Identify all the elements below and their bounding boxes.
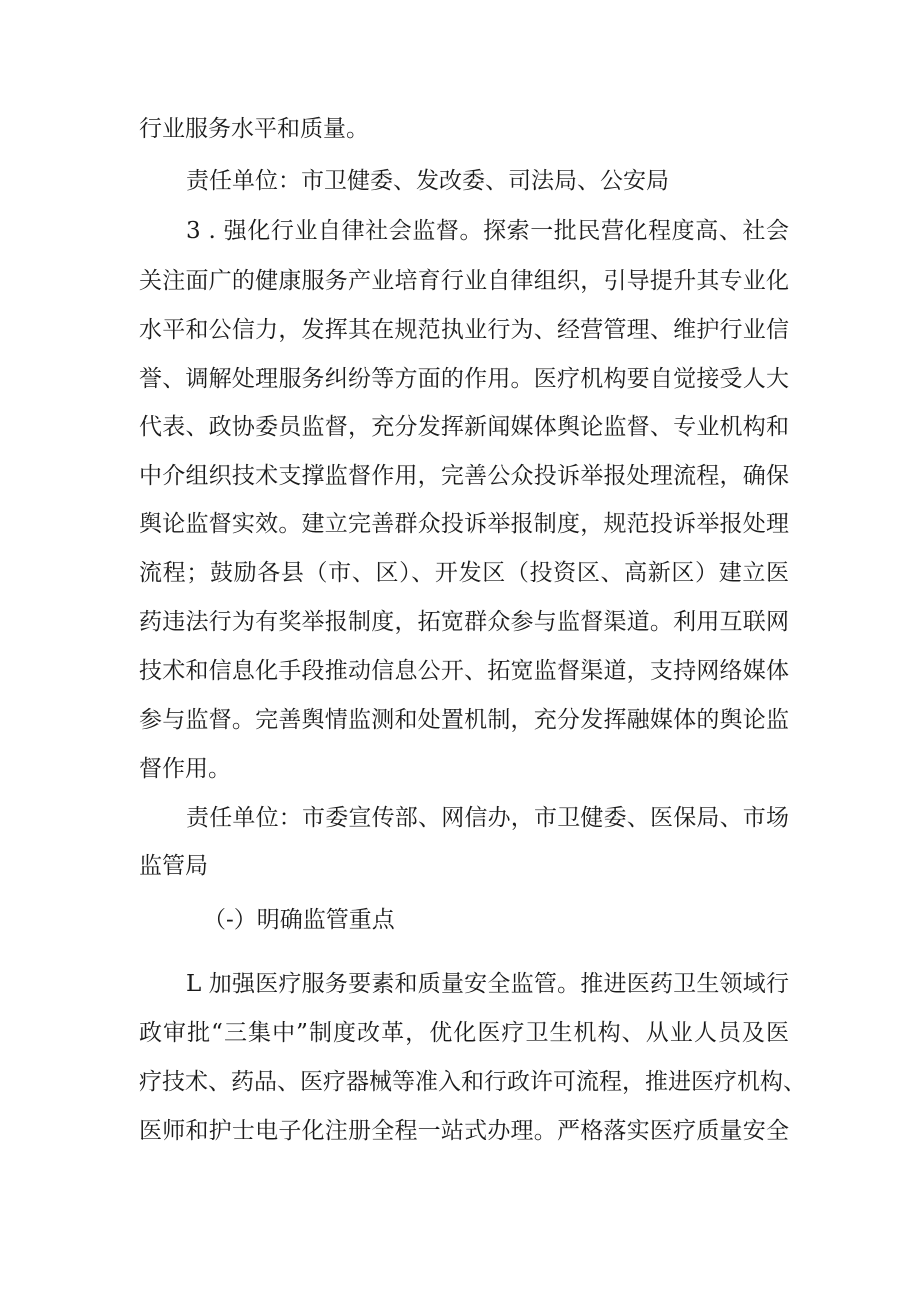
paragraph-line: 中介组织技术支撑监督作用，完善公众投诉举报处理流程，确保 (139, 463, 789, 489)
responsible-units-line: 责任单位：市卫健委、发改委、司法局、公安局 (186, 168, 669, 194)
paragraph-line: 参与监督。完善舆情监测和处置机制，充分发挥融媒体的舆论监 (139, 707, 789, 733)
paragraph-line: L 加强医疗服务要素和质量安全监管。推进医药卫生领域行 (186, 971, 789, 997)
paragraph-line: 行业服务水平和质量。 (139, 116, 369, 142)
paragraph-line: 药违法行为有奖举报制度，拓宽群众参与监督渠道。利用互联网 (139, 609, 789, 635)
section-heading: （-）明确监管重点 (203, 907, 395, 933)
paragraph-line: 技术和信息化手段推动信息公开、拓宽监督渠道，支持网络媒体 (139, 658, 789, 684)
paragraph-line: 关注面广的健康服务产业培育行业自律组织，引导提升其专业化 (139, 268, 789, 294)
paragraph-line: 流程；鼓励各县（市、区）、开发区（投资区、高新区）建立医 (139, 560, 789, 586)
responsible-units-line: 监管局 (139, 853, 208, 879)
paragraph-line: 舆论监督实效。建立完善群众投诉举报制度，规范投诉举报处理 (139, 511, 789, 537)
responsible-units-line: 责任单位：市委宣传部、网信办，市卫健委、医保局、市场 (186, 805, 789, 831)
paragraph-line: 督作用。 (139, 756, 231, 782)
paragraph-line: 医师和护士电子化注册全程一站式办理。严格落实医疗质量安全 (139, 1118, 789, 1144)
paragraph-line: 3 . 强化行业自律社会监督。探索一批民营化程度高、社会 (186, 218, 789, 244)
paragraph-line: 代表、政协委员监督，充分发挥新闻媒体舆论监督、专业机构和 (139, 414, 789, 440)
paragraph-line: 水平和公信力，发挥其在规范执业行为、经营管理、维护行业信 (139, 317, 789, 343)
paragraph-line: 政审批“三集中”制度改革，优化医疗卫生机构、从业人员及医 (139, 1020, 789, 1046)
paragraph-line: 誉、调解处理服务纠纷等方面的作用。医疗机构要自觉接受人大 (139, 366, 789, 392)
paragraph-line: 疗技术、药品、医疗器械等准入和行政许可流程，推进医疗机构、 (139, 1069, 806, 1095)
